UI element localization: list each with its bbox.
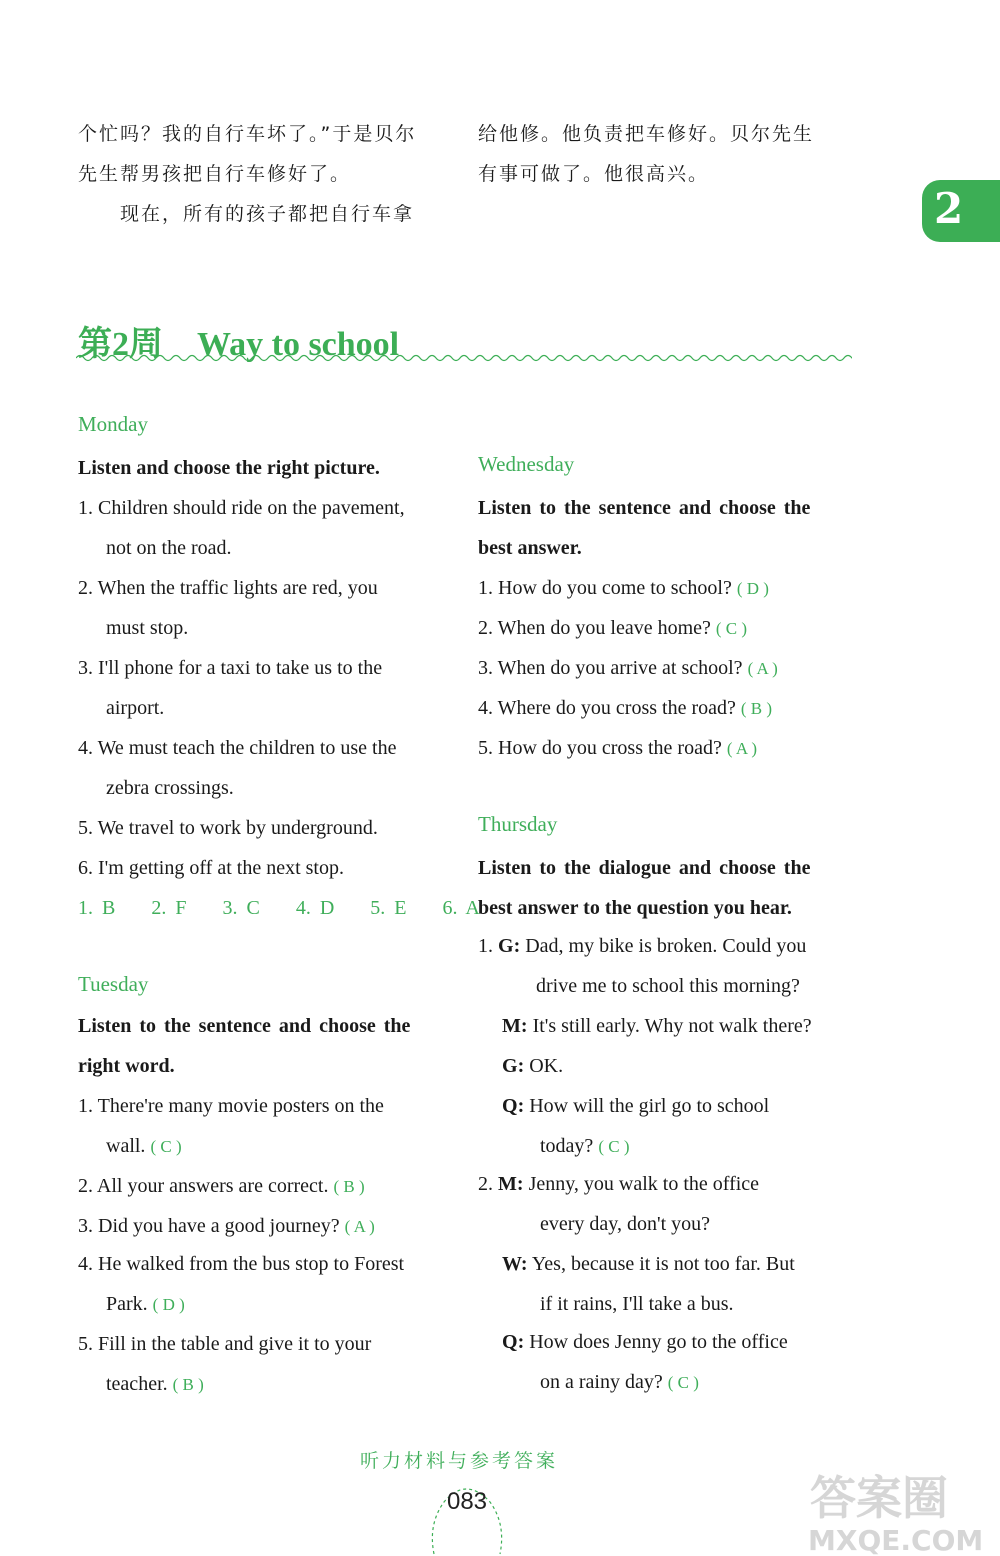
footer-section-label: 听力材料与参考答案 [360, 1450, 559, 1472]
tuesday-item-4-cont [106, 1284, 185, 1325]
wednesday-item-3-text: 3. When do you arrive at school? [478, 657, 743, 679]
monday-item-1-cont: not on the road. [106, 537, 232, 559]
wednesday-heading: Wednesday [478, 452, 575, 476]
wednesday-item-3 [478, 648, 778, 689]
wednesday-answer-4: ( B ) [740, 699, 773, 718]
speaker-label: Q [502, 1331, 518, 1353]
wavy-divider [76, 352, 852, 364]
speaker-label: Q [502, 1095, 518, 1117]
monday-instruction: Listen and choose the right picture. [78, 457, 380, 479]
week-topic: Way to school [197, 326, 400, 363]
wednesday-answer-2: ( C ) [715, 619, 748, 638]
thursday-instruction-2: best answer to the question you hear. [478, 897, 792, 919]
tuesday-item-4-cont-text: Park. [106, 1293, 148, 1315]
monday-answer: 1. B [78, 897, 116, 919]
tuesday-item-3 [78, 1206, 375, 1247]
cn-text-right-2: 有事可做了。他很高兴。 [478, 163, 710, 185]
dialogue-1-q-line-2 [540, 1126, 629, 1167]
speaker-colon: : [516, 1173, 524, 1195]
dialogue-2-m-line-1 [478, 1164, 759, 1204]
monday-item-2: 2. When the traffic lights are red, you [78, 577, 378, 599]
speaker-colon: : [513, 935, 521, 957]
watermark-site-text: MXQE.COM [808, 1524, 984, 1556]
dialogue-text: OK. [529, 1055, 564, 1077]
watermark-logo-text: 答案圈 [810, 1471, 948, 1525]
dialogue-text: Jenny, you walk to the office [528, 1173, 760, 1195]
cn-text-left-1: 个忙吗？我的自行车坏了。”于是贝尔 [78, 123, 417, 145]
tuesday-answer-3: ( A ) [344, 1217, 375, 1236]
monday-answers [78, 888, 480, 928]
speaker-label: G [498, 935, 514, 957]
monday-answer: 4. D [295, 897, 335, 919]
dialogue-text: today? [540, 1135, 594, 1157]
speaker-label: M [502, 1015, 521, 1037]
dialogue-2-q-line-1 [502, 1322, 788, 1362]
speaker-colon: : [520, 1253, 528, 1275]
monday-item-2-cont: must stop. [106, 617, 189, 639]
dialogue-1-q-line-1 [502, 1086, 769, 1126]
dialogue-1-number: 1. [478, 935, 493, 957]
chapter-number: 2 [934, 184, 964, 233]
speaker-colon: : [517, 1331, 525, 1353]
tuesday-item-1-cont [106, 1126, 182, 1167]
speaker-colon: : [520, 1015, 528, 1037]
tuesday-item-5-cont-text: teacher. [106, 1373, 168, 1395]
wednesday-item-2-text: 2. When do you leave home? [478, 617, 711, 639]
speaker-colon: : [517, 1095, 525, 1117]
wednesday-answer-3: ( A ) [747, 659, 778, 678]
tuesday-answer-4: ( D ) [152, 1295, 185, 1314]
thursday-answer-2: ( C ) [667, 1373, 699, 1392]
speaker-label: G [502, 1055, 518, 1077]
dialogue-2-m-line-2: every day, don't you? [540, 1213, 711, 1235]
wednesday-item-1 [478, 568, 769, 609]
tuesday-item-2-text: 2. All your answers are correct. [78, 1175, 329, 1197]
wednesday-instruction-2: best answer. [478, 537, 582, 559]
dialogue-1-g2-line [502, 1046, 563, 1086]
dialogue-text: on a rainy day? [540, 1371, 663, 1393]
chapter-tab [922, 180, 1000, 242]
tuesday-instruction-2: right word. [78, 1055, 175, 1077]
tuesday-item-5-cont [106, 1364, 204, 1405]
monday-heading: Monday [78, 412, 148, 436]
dialogue-text: Dad, my bike is broken. Could you [525, 935, 807, 957]
watermark-logo [790, 1462, 1000, 1556]
wednesday-item-4-text: 4. Where do you cross the road? [478, 697, 736, 719]
week-number: 第2周 [78, 326, 163, 363]
dialogue-1-g-line-1 [478, 926, 806, 966]
monday-answer: 6. A [442, 897, 480, 919]
wednesday-item-5-text: 5. How do you cross the road? [478, 737, 722, 759]
wednesday-item-1-text: 1. How do you come to school? [478, 577, 732, 599]
monday-item-4-cont: zebra crossings. [106, 777, 234, 799]
tuesday-item-5: 5. Fill in the table and give it to your [78, 1333, 372, 1355]
dialogue-text: It's still early. Why not walk there? [532, 1015, 812, 1037]
monday-answer: 2. F [151, 897, 187, 919]
monday-item-4: 4. We must teach the children to use the [78, 737, 397, 759]
monday-item-5: 5. We travel to work by underground. [78, 817, 378, 839]
speaker-label: W [502, 1253, 521, 1275]
speaker-colon: : [517, 1055, 525, 1077]
thursday-answer-1: ( C ) [598, 1137, 630, 1156]
monday-item-3: 3. I'll phone for a taxi to take us to the [78, 657, 383, 679]
tuesday-item-2 [78, 1166, 365, 1207]
monday-answer: 3. C [222, 897, 260, 919]
tuesday-answer-2: ( B ) [333, 1177, 365, 1196]
tuesday-item-3-text: 3. Did you have a good journey? [78, 1215, 340, 1237]
dialogue-2-w-line-1 [502, 1244, 795, 1284]
monday-item-1: 1. Children should ride on the pavement, [78, 497, 405, 519]
monday-item-6: 6. I'm getting off at the next stop. [78, 857, 344, 879]
cn-text-left-2: 先生帮男孩把自行车修好了。 [78, 163, 352, 185]
thursday-instruction-1: Listen to the dialogue and choose the [478, 857, 811, 879]
wednesday-item-2 [478, 608, 747, 649]
tuesday-answer-1: ( C ) [150, 1137, 182, 1156]
tuesday-item-1-cont-text: wall. [106, 1135, 146, 1157]
dialogue-2-number: 2. [478, 1173, 493, 1195]
wednesday-instruction-1: Listen to the sentence and choose the [478, 497, 811, 519]
cn-text-right-1: 给他修。他负责把车修好。贝尔先生 [478, 123, 815, 145]
monday-item-3-cont: airport. [106, 697, 165, 719]
dialogue-1-m-line [502, 1006, 812, 1046]
page-number: 083 [446, 1488, 488, 1515]
tuesday-instruction-1: Listen to the sentence and choose the [78, 1015, 411, 1037]
wednesday-answer-1: ( D ) [736, 579, 769, 598]
dialogue-text: How does Jenny go to the office [529, 1331, 788, 1353]
tuesday-answer-5: ( B ) [172, 1375, 204, 1394]
tuesday-heading: Tuesday [78, 972, 149, 996]
dialogue-text: How will the girl go to school [529, 1095, 770, 1117]
monday-answer: 5. E [370, 897, 407, 919]
dialogue-1-g-line-2: drive me to school this morning? [536, 975, 800, 997]
wednesday-item-4 [478, 688, 772, 729]
speaker-label: M [498, 1173, 517, 1195]
dialogue-2-w-line-2: if it rains, I'll take a bus. [540, 1293, 734, 1315]
wednesday-item-5 [478, 728, 757, 769]
dialogue-2-q-line-2 [540, 1362, 699, 1403]
cn-text-left-3: 现在，所有的孩子都把自行车拿 [120, 203, 415, 225]
tuesday-item-1: 1. There're many movie posters on the [78, 1095, 384, 1117]
wednesday-answer-5: ( A ) [726, 739, 758, 758]
tuesday-item-4: 4. He walked from the bus stop to Forest [78, 1253, 405, 1275]
thursday-heading: Thursday [478, 812, 558, 836]
dialogue-text: Yes, because it is not too far. But [531, 1253, 795, 1275]
